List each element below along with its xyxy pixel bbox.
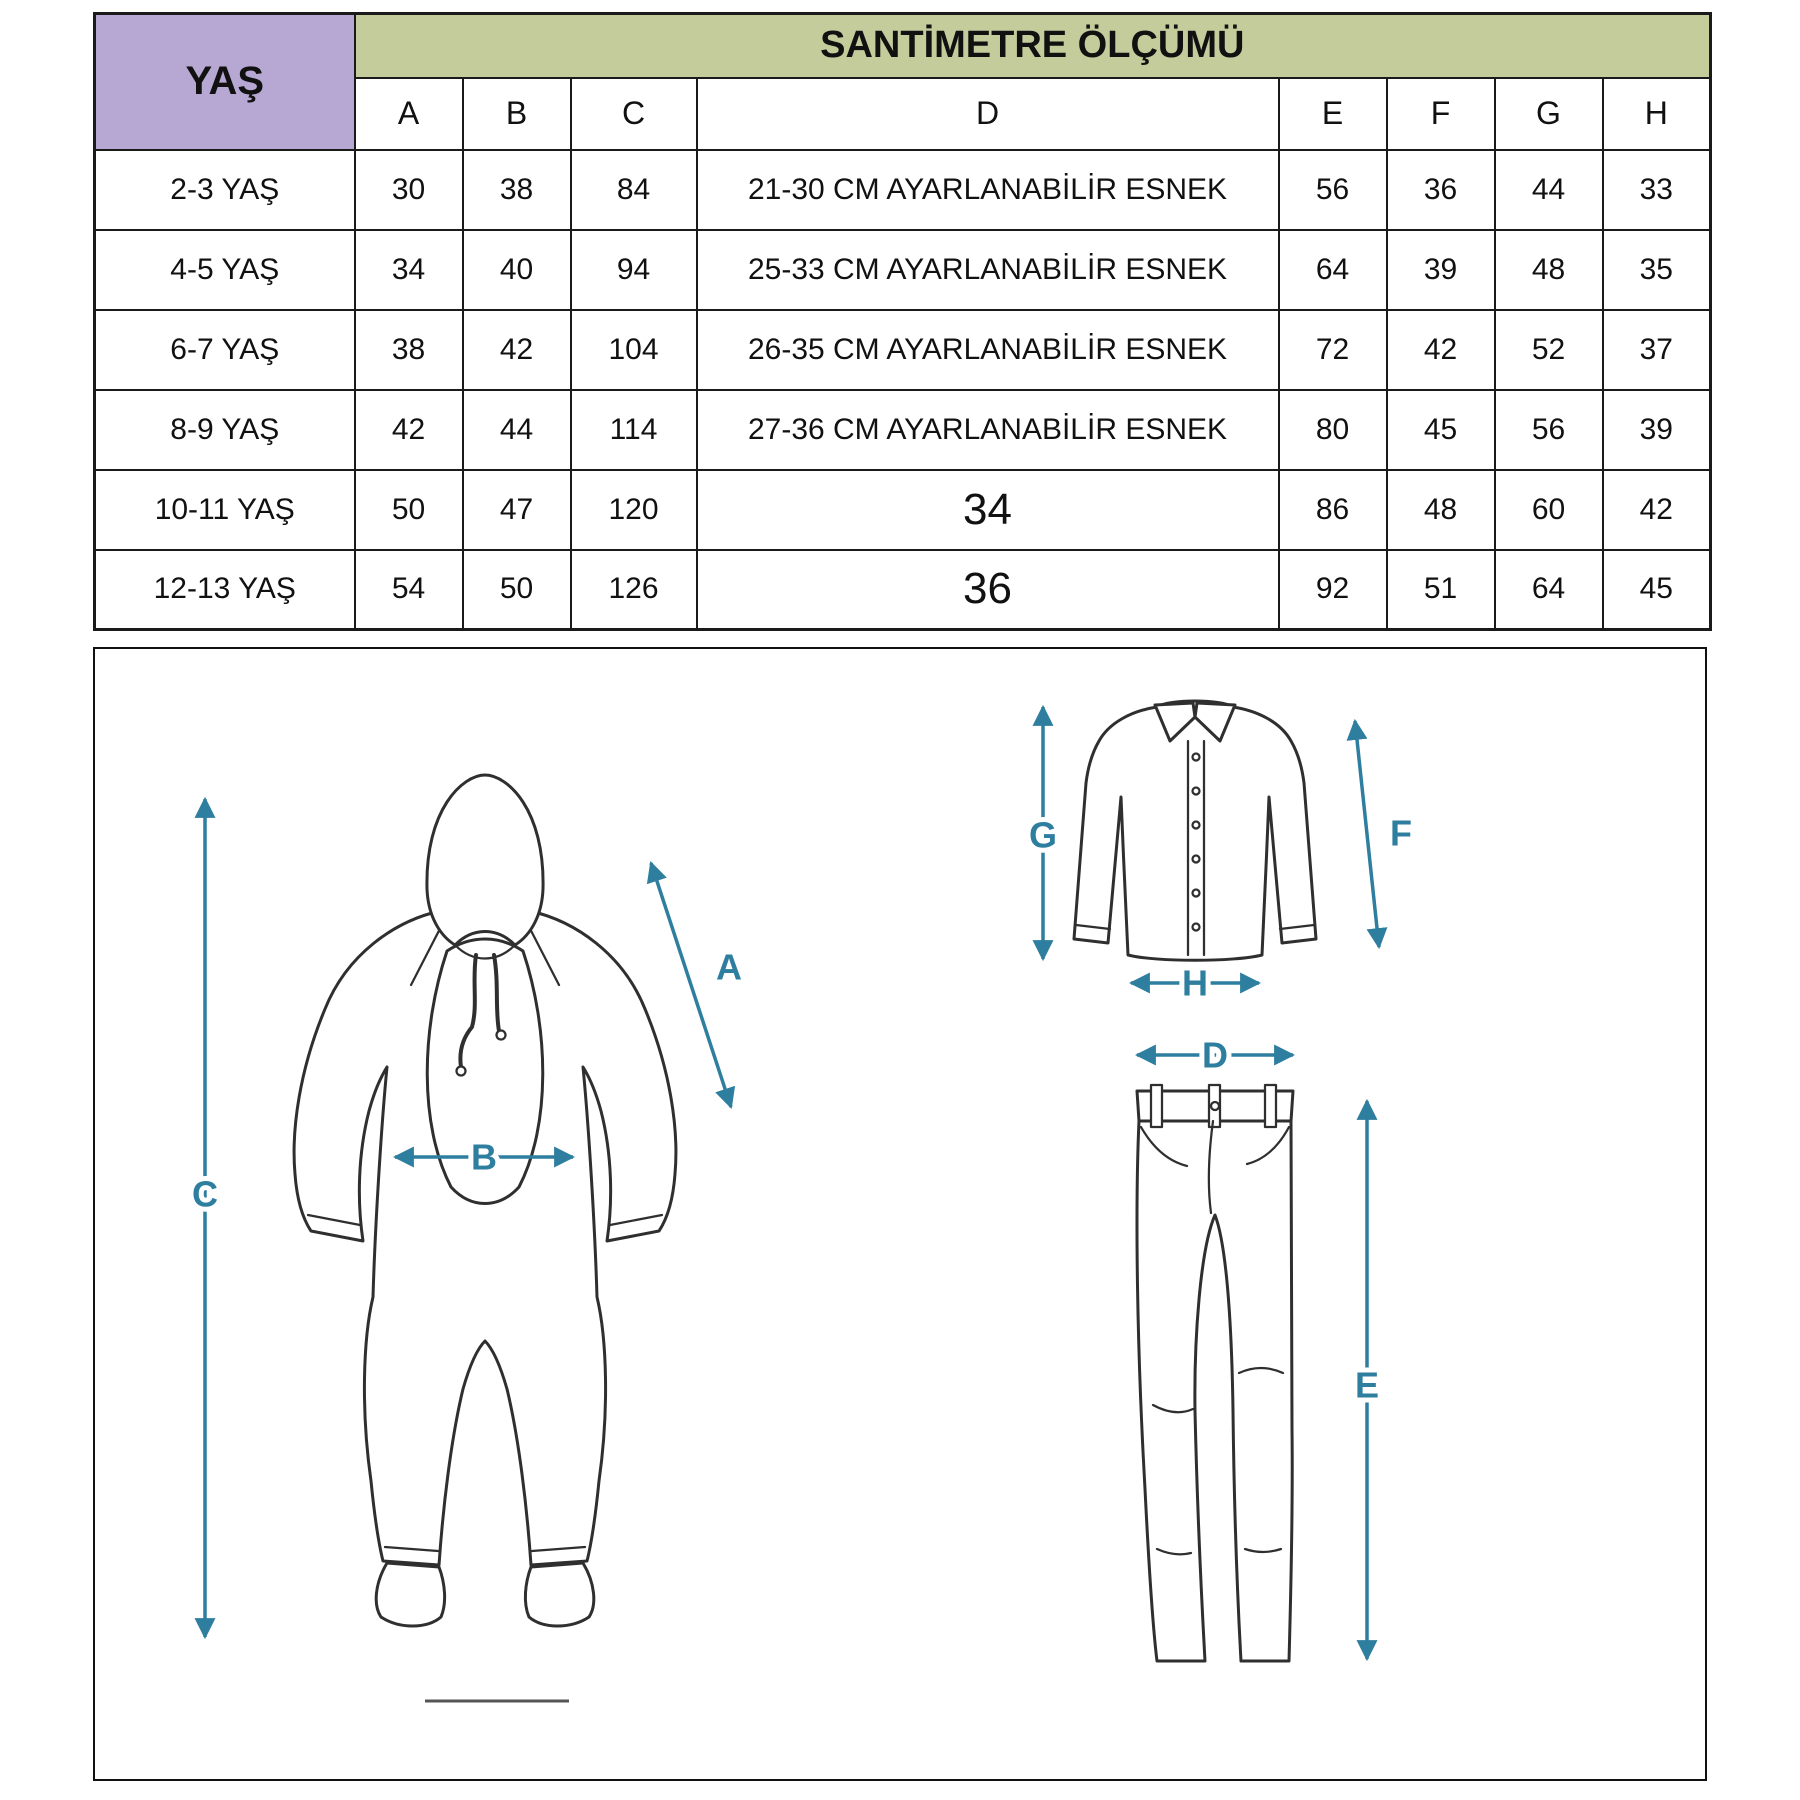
value-cell: 56	[1279, 150, 1387, 230]
value-cell: 60	[1495, 470, 1603, 550]
value-cell: 45	[1603, 550, 1711, 630]
value-cell: 42	[355, 390, 463, 470]
shirt-body	[1074, 701, 1316, 960]
value-cell: 30	[355, 150, 463, 230]
table-row	[95, 390, 1711, 470]
value-cell: 104	[571, 310, 697, 390]
column-header-f: F	[1387, 78, 1495, 150]
pants-legs	[1137, 1121, 1292, 1661]
value-cell: 38	[355, 310, 463, 390]
measurement-diagram-box	[93, 647, 1707, 1781]
age-cell: 6-7 YAŞ	[95, 310, 355, 390]
value-cell: 72	[1279, 310, 1387, 390]
value-cell: 45	[1387, 390, 1495, 470]
value-cell: 54	[355, 550, 463, 630]
value-cell: 56	[1495, 390, 1603, 470]
dimension-label-d: D	[1202, 1034, 1228, 1076]
age-cell: 12-13 YAŞ	[95, 550, 355, 630]
value-cell: 34	[697, 470, 1279, 550]
value-cell: 80	[1279, 390, 1387, 470]
table-row	[95, 230, 1711, 310]
dimension-label-e: E	[1354, 1364, 1380, 1406]
age-cell: 4-5 YAŞ	[95, 230, 355, 310]
table-row	[95, 550, 1711, 630]
shirt-drawing	[1074, 701, 1316, 960]
dimension-label-c: C	[192, 1173, 218, 1215]
value-cell: 86	[1279, 470, 1387, 550]
value-cell: 47	[463, 470, 571, 550]
pants-pocket-lines	[1141, 1127, 1289, 1166]
value-cell: 92	[1279, 550, 1387, 630]
value-cell: 44	[463, 390, 571, 470]
drawstring-tip	[497, 1031, 506, 1040]
value-cell: 64	[1495, 550, 1603, 630]
age-column-header: YAŞ	[95, 14, 355, 150]
value-cell: 50	[463, 550, 571, 630]
value-cell: 51	[1387, 550, 1495, 630]
value-cell: 26-35 CM AYARLANABİLİR ESNEK	[697, 310, 1279, 390]
column-header-h: H	[1603, 78, 1711, 150]
value-cell: 37	[1603, 310, 1711, 390]
value-cell: 48	[1495, 230, 1603, 310]
value-cell: 52	[1495, 310, 1603, 390]
table-row	[95, 470, 1711, 550]
table-row	[95, 150, 1711, 230]
value-cell: 42	[1603, 470, 1711, 550]
column-header-c: C	[571, 78, 697, 150]
value-cell: 42	[463, 310, 571, 390]
size-chart-page	[93, 0, 1707, 1781]
value-cell: 48	[1387, 470, 1495, 550]
size-table	[93, 12, 1712, 631]
onesie-hood	[427, 775, 543, 945]
age-cell: 8-9 YAŞ	[95, 390, 355, 470]
value-cell: 40	[463, 230, 571, 310]
value-cell: 36	[697, 550, 1279, 630]
dimension-label-b: B	[471, 1136, 497, 1178]
dimension-label-a: A	[716, 946, 742, 988]
dimension-label-h: H	[1182, 962, 1208, 1004]
value-cell: 114	[571, 390, 697, 470]
dimension-arrow-f	[1355, 721, 1379, 947]
value-cell: 120	[571, 470, 697, 550]
cm-measure-header: SANTİMETRE ÖLÇÜMÜ	[355, 14, 1711, 78]
onesie-drawing	[294, 775, 676, 1701]
value-cell: 35	[1603, 230, 1711, 310]
dimension-label-f: F	[1390, 812, 1412, 854]
age-cell: 2-3 YAŞ	[95, 150, 355, 230]
value-cell: 64	[1279, 230, 1387, 310]
value-cell: 27-36 CM AYARLANABİLİR ESNEK	[697, 390, 1279, 470]
value-cell: 44	[1495, 150, 1603, 230]
column-header-d: D	[697, 78, 1279, 150]
onesie-right-foot	[525, 1563, 593, 1626]
column-header-e: E	[1279, 78, 1387, 150]
onesie-left-foot	[376, 1563, 444, 1626]
value-cell: 39	[1603, 390, 1711, 470]
measurement-diagram	[95, 649, 1705, 1779]
value-cell: 25-33 CM AYARLANABİLİR ESNEK	[697, 230, 1279, 310]
value-cell: 21-30 CM AYARLANABİLİR ESNEK	[697, 150, 1279, 230]
pants-crease-lines	[1153, 1368, 1283, 1554]
value-cell: 36	[1387, 150, 1495, 230]
column-header-g: G	[1495, 78, 1603, 150]
value-cell: 38	[463, 150, 571, 230]
value-cell: 42	[1387, 310, 1495, 390]
value-cell: 94	[571, 230, 697, 310]
value-cell: 33	[1603, 150, 1711, 230]
pants-fly-seam	[1209, 1121, 1213, 1213]
column-header-b: B	[463, 78, 571, 150]
value-cell: 126	[571, 550, 697, 630]
drawstring-tip	[457, 1067, 466, 1076]
value-cell: 84	[571, 150, 697, 230]
table-row	[95, 310, 1711, 390]
value-cell: 34	[355, 230, 463, 310]
value-cell: 39	[1387, 230, 1495, 310]
pants-drawing	[1137, 1085, 1293, 1661]
value-cell: 50	[355, 470, 463, 550]
dimension-label-g: G	[1028, 814, 1058, 856]
column-header-a: A	[355, 78, 463, 150]
age-cell: 10-11 YAŞ	[95, 470, 355, 550]
